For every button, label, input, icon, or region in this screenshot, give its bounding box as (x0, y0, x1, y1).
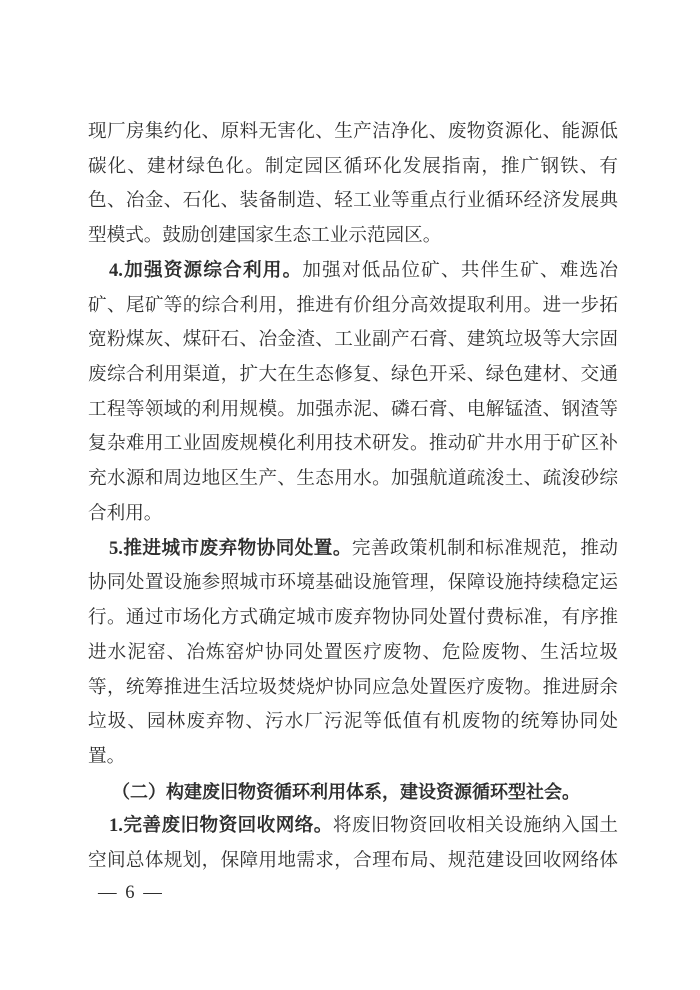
numbered-item-line (88, 532, 618, 567)
text-line (88, 184, 618, 219)
item-number-title: 1.完善废旧物资回收网络。 (109, 815, 333, 837)
text-line (88, 844, 618, 879)
text-line (88, 393, 618, 428)
line-text: 合利用。 (88, 502, 163, 524)
text-line (88, 115, 618, 150)
line-text: 现厂房集约化、原料无害化、生产洁净化、废物资源化、能源低 (88, 121, 618, 142)
text-line (88, 427, 618, 462)
text-line (88, 671, 618, 706)
line-text: 行。通过市场化方式确定城市废弃物协同处置付费标准，有序推 (88, 607, 618, 629)
text-line (88, 323, 618, 358)
text-line (88, 740, 618, 775)
line-text: 复杂难用工业固废规模化利用技术研发。推动矿井水用于矿区补 (88, 433, 618, 455)
line-text: 充水源和周边地区生产、生态用水。加强航道疏浚土、疏浚砂综 (88, 468, 618, 490)
line-text: 进水泥窑、冶炼窑炉协同处置医疗废物、危险废物、生活垃圾 (88, 641, 618, 663)
page-number: — 6 — (98, 882, 164, 903)
text-line (88, 358, 618, 393)
line-text: 碳化、建材绿色化。制定园区循环化发展指南，推广钢铁、有 (88, 155, 618, 177)
text-line (88, 601, 618, 636)
text-line (88, 289, 618, 324)
text-line (88, 497, 618, 532)
numbered-item-line (88, 254, 618, 289)
text-line (88, 150, 618, 185)
document-body (88, 115, 618, 879)
text-line (88, 462, 618, 497)
text-line (88, 705, 618, 740)
line-text: 宽粉煤灰、煤矸石、冶金渣、工业副产石膏、建筑垃圾等大宗固 (88, 329, 618, 351)
text-line (88, 636, 618, 671)
line-text: 废综合利用渠道，扩大在生态修复、绿色开采、绿色建材、交通 (88, 364, 618, 386)
line-text: 工程等领域的利用规模。加强赤泥、磷石膏、电解锰渣、钢渣等 (88, 398, 618, 420)
numbered-item-line (88, 809, 618, 844)
text-line (88, 219, 618, 254)
line-text: 完善政策机制和标准规范，推动 (351, 537, 618, 559)
line-text: 将废旧物资回收相关设施纳入国土 (332, 815, 618, 837)
line-text: 色、冶金、石化、装备制造、轻工业等重点行业循环经济发展典 (88, 190, 618, 212)
line-text: 等，统筹推进生活垃圾焚烧炉协同应急处置医疗废物。推进厨余 (88, 676, 618, 698)
line-text: 协同处置设施参照城市环境基础设施管理，保障设施持续稳定运 (88, 572, 618, 594)
line-text: 垃圾、园林废弃物、污水厂污泥等低值有机废物的统筹协同处 (88, 711, 618, 733)
line-text: 矿、尾矿等的综合利用，推进有价组分高效提取利用。进一步拓 (88, 294, 618, 316)
text-line (88, 566, 618, 601)
item-number-title: 5.推进城市废弃物协同处置。 (109, 537, 352, 559)
line-text: 加强对低品位矿、共伴生矿、难选冶 (302, 259, 618, 281)
section-heading (88, 775, 618, 810)
section-heading-text: （二）构建废旧物资循环利用体系，建设资源循环型社会。 (112, 781, 580, 802)
item-number-title: 4.加强资源综合利用。 (109, 259, 303, 281)
line-text: 空间总体规划，保障用地需求，合理布局、规范建设回收网络体 (88, 850, 618, 872)
line-text: 型模式。鼓励创建国家生态工业示范园区。 (88, 225, 442, 247)
line-text: 置。 (88, 745, 126, 767)
